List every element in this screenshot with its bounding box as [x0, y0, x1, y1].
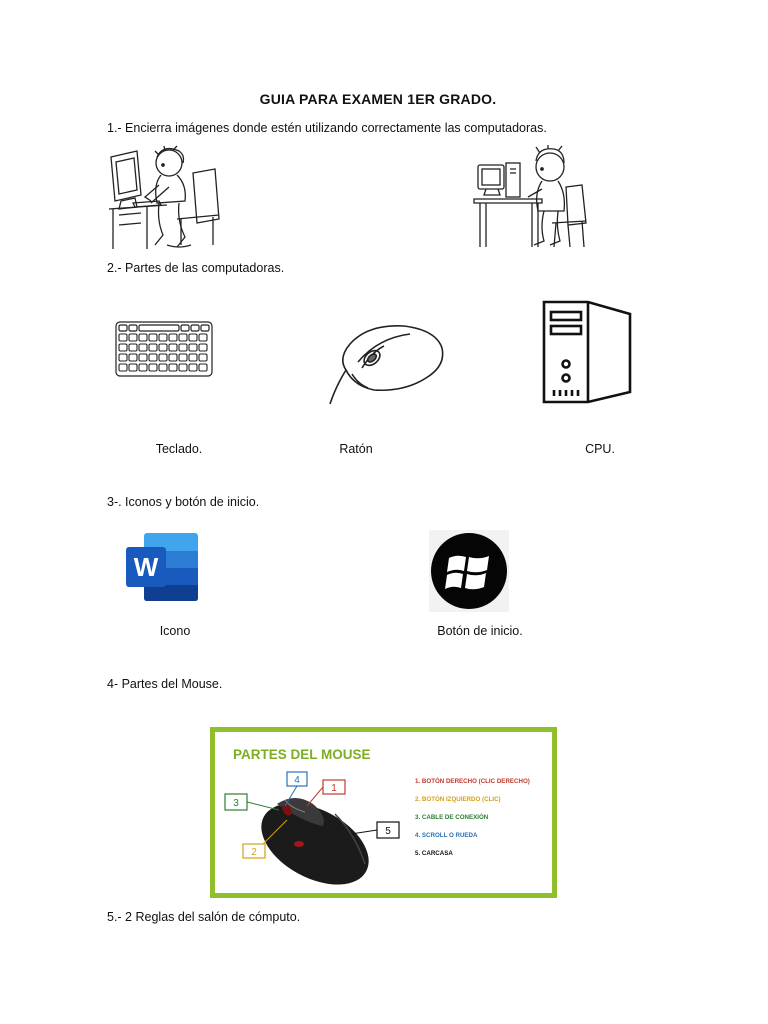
keyboard-key — [139, 364, 147, 371]
question-2: 2.- Partes de las computadoras. — [107, 261, 285, 275]
windows-start-icon — [429, 530, 509, 612]
keyboard-key — [139, 344, 147, 351]
keyboard-key — [129, 334, 137, 341]
legend-item-2: 2. BOTÓN IZQUIERDO (CLIC) — [415, 796, 501, 803]
keyboard-key — [119, 354, 127, 361]
child-computer-left-image — [107, 145, 221, 250]
child-computer-right-image — [472, 145, 588, 250]
legend-item-3: 3. CABLE DE CONEXIÓN — [415, 814, 489, 821]
callout-3: 3 — [233, 798, 239, 809]
keyboard-key — [149, 334, 157, 341]
keyboard-key — [199, 344, 207, 351]
page-title: GUIA PARA EXAMEN 1ER GRADO. — [259, 91, 497, 107]
mouse-image — [328, 322, 446, 408]
question-1: 1.- Encierra imágenes donde estén utilizando correctamente las computadoras. — [107, 121, 547, 135]
keyboard-key — [179, 334, 187, 341]
keyboard-key — [139, 354, 147, 361]
keyboard-key — [119, 364, 127, 371]
cpu-tower-image — [540, 298, 632, 406]
diagram-legend — [415, 778, 551, 857]
callout-4: 4 — [294, 775, 300, 786]
keyboard-key — [159, 334, 167, 341]
caption-icon: Icono — [159, 624, 191, 638]
keyboard-key — [189, 364, 197, 371]
keyboard-key — [139, 334, 147, 341]
keyboard-key — [179, 354, 187, 361]
caption-mouse: Ratón — [339, 442, 373, 456]
keyboard-key — [199, 334, 207, 341]
keyboard-key — [129, 354, 137, 361]
keyboard-key — [199, 364, 207, 371]
callout-1: 1 — [331, 783, 337, 794]
keyboard-key — [149, 344, 157, 351]
keyboard-key — [119, 344, 127, 351]
question-3: 3-. Iconos y botón de inicio. — [107, 495, 260, 509]
word-letter: W — [133, 552, 159, 582]
callout-5: 5 — [385, 826, 391, 837]
keyboard-key — [169, 334, 177, 341]
legend-item-5: 5. CARCASA — [415, 850, 453, 857]
keyboard-key — [189, 354, 197, 361]
caption-keyboard: Teclado. — [155, 442, 203, 456]
callout-2: 2 — [251, 847, 257, 858]
keyboard-key — [169, 354, 177, 361]
keyboard-key — [169, 364, 177, 371]
keyboard-key — [179, 364, 187, 371]
mouse-parts-diagram — [210, 727, 557, 898]
legend-item-4: 4. SCROLL O RUEDA — [415, 832, 478, 839]
word-app-icon — [124, 531, 200, 603]
question-4: 4- Partes del Mouse. — [107, 677, 223, 691]
legend-item-1: 1. BOTÓN DERECHO (CLIC DERECHO) — [415, 778, 530, 785]
keyboard-key — [129, 364, 137, 371]
question-5: 5.- 2 Reglas del salón de cómputo. — [107, 910, 301, 924]
keyboard-key — [189, 344, 197, 351]
keyboard-key — [159, 344, 167, 351]
keyboard-key — [159, 354, 167, 361]
keyboard-key — [129, 344, 137, 351]
keyboard-image — [114, 320, 214, 378]
diagram-inner — [215, 732, 552, 893]
keyboard-key — [179, 344, 187, 351]
keyboard-key — [199, 354, 207, 361]
keyboard-key — [169, 344, 177, 351]
black-mouse-image — [215, 764, 415, 893]
keyboard-key — [189, 334, 197, 341]
keyboard-key — [149, 354, 157, 361]
keyboard-key — [149, 364, 157, 371]
keyboard-key — [159, 364, 167, 371]
caption-start-button: Botón de inicio. — [437, 624, 523, 638]
diagram-heading: PARTES DEL MOUSE — [233, 747, 371, 762]
keyboard-key — [119, 334, 127, 341]
caption-cpu: CPU. — [585, 442, 615, 456]
